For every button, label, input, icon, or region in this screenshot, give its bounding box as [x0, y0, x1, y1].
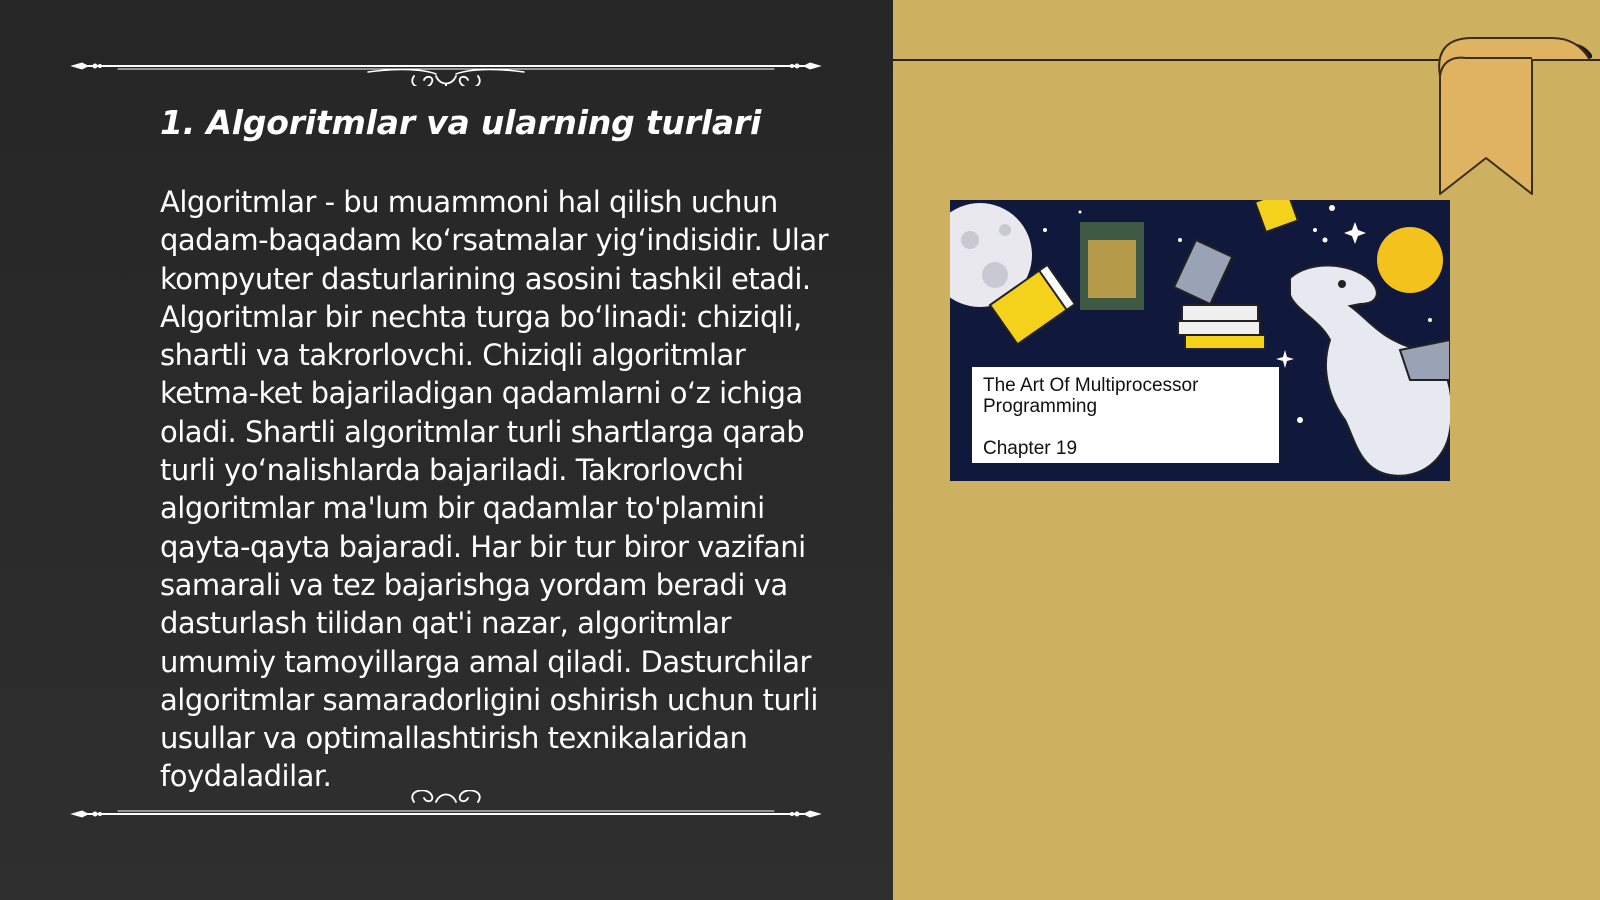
dinosaur-illustration — [1290, 265, 1450, 475]
top-ornament-icon — [68, 46, 824, 86]
cover-title: The Art Of Multiprocessor Programming — [983, 375, 1199, 417]
cover-chapter: Chapter 19 — [983, 438, 1078, 459]
cover-label — [972, 367, 1279, 463]
bottom-ornament-icon — [68, 790, 824, 830]
body-paragraph: Algoritmlar - bu muammoni hal qilish uchun qadam-baqadam koʻrsatmalar yigʻindisidir. Ular kompyuter dasturlarining asosini tashkil etadi. Algoritmlar bir nechta turga boʻlinadi: chiziqli, shartli va takrorlovchi. Chiziqli algoritmlar ketma-ket bajariladigan qadamlarni oʻz ichiga oladi. Shartli algoritmlar turli shartlarga qarab turli yoʻnalishlarda bajariladi. Takrorlovchi algoritmlar ma'lum bir qadamlar to'plamini qayta-qayta bajaradi. Har bir tur biror vazifani samarali va tez bajarishga yordam beradi va dasturlash tilidan qat'i nazar, algoritmlar umumiy tamoyillarga amal qiladi. Dasturchilar algoritmlar samaradorligini oshirish uchun turli usullar va optimallashtirish texnikalaridan foydaladilar. — [160, 185, 829, 794]
bookmark-ribbon-icon — [1432, 36, 1592, 196]
slide-title: 1. Algoritmlar va ularning turlari — [160, 103, 762, 142]
book-cover-image — [950, 200, 1450, 481]
